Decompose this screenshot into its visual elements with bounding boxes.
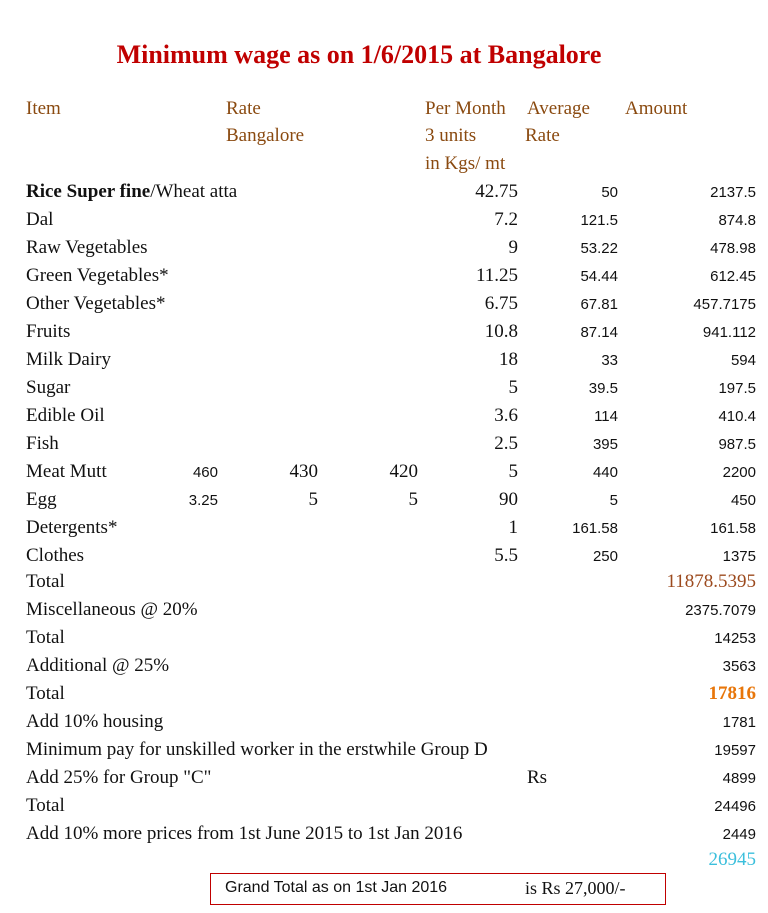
summary-amount: 2375.7079	[685, 602, 756, 619]
summary-label: Add 25% for Group "C"	[26, 767, 212, 788]
summary-amount: 17816	[708, 683, 756, 704]
table-row	[0, 489, 768, 517]
summary-label: Minimum pay for unskilled worker in the erstwhile Group D	[26, 739, 488, 760]
header-unit-measure: in Kgs/ mt	[425, 153, 506, 174]
summary-row	[0, 739, 768, 767]
item-label: Egg	[26, 489, 57, 510]
summary-label: Miscellaneous @ 20%	[26, 599, 198, 620]
item-rate: 39.5	[588, 380, 618, 397]
grand-total-label: Grand Total as on 1st Jan 2016	[225, 879, 448, 896]
table-row	[0, 545, 768, 573]
item-quantity: 2.5	[494, 433, 518, 454]
item-rate: 54.44	[580, 268, 618, 285]
summary-amount: 14253	[714, 630, 756, 647]
item-label: Raw Vegetables	[26, 237, 148, 258]
item-quantity: 3.6	[494, 405, 518, 426]
summary-row	[0, 571, 768, 599]
item-label	[26, 181, 237, 203]
header-item: Item	[26, 98, 61, 119]
summary-label: Add 10% more prices from 1st June 2015 to 1st Jan 2016	[26, 823, 463, 844]
summary-amount: 24496	[714, 798, 756, 815]
summary-label: Total	[26, 795, 65, 816]
item-label: Green Vegetables*	[26, 265, 169, 286]
table-row	[0, 349, 768, 377]
item-rate-3: 5	[408, 489, 418, 510]
item-amount: 457.7175	[693, 296, 756, 313]
final-amount: 26945	[708, 849, 756, 870]
item-quantity: 5	[508, 461, 518, 482]
item-quantity: 90	[499, 489, 518, 510]
item-rate: 5	[609, 492, 618, 509]
item-rate: 114	[594, 408, 618, 425]
item-rate: 121.5	[580, 212, 618, 229]
item-amount: 2137.5	[710, 184, 756, 201]
item-amount: 941.112	[702, 324, 756, 341]
summary-amount: 2449	[722, 826, 756, 843]
summary-label: Additional @ 25%	[26, 655, 170, 676]
table-row	[0, 461, 768, 489]
summary-amount: 19597	[714, 742, 756, 759]
table-row	[0, 265, 768, 293]
item-amount: 450	[730, 492, 756, 509]
item-rate: 440	[592, 464, 618, 481]
item-quantity: 6.75	[484, 293, 518, 314]
table-row	[0, 321, 768, 349]
item-rate: 395	[592, 436, 618, 453]
item-amount: 612.45	[710, 268, 756, 285]
item-label: Fruits	[26, 321, 71, 342]
summary-label: Total	[26, 571, 65, 592]
item-quantity: 10.8	[484, 321, 518, 342]
item-amount: 197.5	[718, 380, 756, 397]
summary-row	[0, 767, 768, 795]
item-rate-3: 420	[389, 461, 418, 482]
item-quantity: 11.25	[475, 265, 518, 286]
item-amount: 1375	[722, 548, 756, 565]
item-rate: 250	[592, 548, 618, 565]
item-label: Meat Mutt	[26, 461, 107, 482]
item-label: Detergents*	[26, 517, 118, 538]
table-row	[0, 405, 768, 433]
table-row	[0, 377, 768, 405]
summary-row	[0, 795, 768, 823]
item-amount: 161.58	[710, 520, 756, 537]
grand-total-box	[210, 873, 666, 905]
header-rate: Rate	[226, 98, 261, 119]
summary-row	[0, 711, 768, 739]
item-amount: 594	[730, 352, 756, 369]
summary-note: Rs	[527, 767, 548, 788]
item-rate: 33	[601, 352, 618, 369]
item-label: Dal	[26, 209, 54, 230]
summary-row	[0, 823, 768, 851]
item-rate-1: 460	[192, 464, 218, 481]
header-average-rate: Rate	[525, 125, 560, 146]
header-amount: Amount	[625, 98, 688, 119]
header-average: Average	[527, 98, 590, 119]
item-rate: 161.58	[572, 520, 618, 537]
summary-row	[0, 683, 768, 711]
summary-amount: 3563	[722, 658, 756, 675]
item-label-bold: Rice Super fine	[26, 181, 151, 202]
item-label: Clothes	[26, 545, 85, 566]
item-label: Edible Oil	[26, 405, 105, 426]
item-label: Sugar	[26, 377, 71, 398]
item-rate: 53.22	[580, 240, 618, 257]
summary-label: Add 10% housing	[26, 711, 164, 732]
item-amount: 410.4	[718, 408, 756, 425]
table-row	[0, 237, 768, 265]
item-quantity: 5.5	[494, 545, 518, 566]
item-label-rest: /Wheat atta	[150, 181, 238, 202]
item-rate-1: 3.25	[188, 492, 218, 509]
item-rate: 50	[601, 184, 618, 201]
item-quantity: 5	[508, 377, 518, 398]
item-amount: 2200	[722, 464, 756, 481]
header-units: 3 units	[425, 125, 477, 146]
item-amount: 987.5	[718, 436, 756, 453]
item-rate: 67.81	[580, 296, 618, 313]
table-row	[0, 433, 768, 461]
item-label: Milk Dairy	[26, 349, 111, 370]
summary-label: Total	[26, 627, 65, 648]
item-rate-2: 430	[289, 461, 318, 482]
summary-row	[0, 599, 768, 627]
summary-amount: 4899	[722, 770, 756, 787]
grand-total-value: is Rs 27,000/-	[525, 878, 626, 898]
summary-amount: 11878.5395	[666, 571, 756, 592]
header-per-month: Per Month	[425, 98, 506, 119]
table-row-rice	[0, 181, 768, 209]
item-quantity: 9	[508, 237, 518, 258]
item-amount: 478.98	[710, 240, 756, 257]
summary-row	[0, 655, 768, 683]
header-rate-location: Bangalore	[226, 125, 305, 146]
item-quantity: 7.2	[494, 209, 518, 230]
summary-row	[0, 627, 768, 655]
item-rate: 87.14	[580, 324, 618, 341]
item-rate-2: 5	[308, 489, 318, 510]
item-quantity: 18	[499, 349, 518, 370]
table-row	[0, 517, 768, 545]
item-amount: 874.8	[718, 212, 756, 229]
summary-label: Total	[26, 683, 65, 704]
item-quantity: 1	[508, 517, 518, 538]
table-row	[0, 293, 768, 321]
page-title: Minimum wage as on 1/6/2015 at Bangalore	[116, 40, 602, 69]
item-label: Other Vegetables*	[26, 293, 166, 314]
item-label: Fish	[26, 433, 59, 454]
summary-amount: 1781	[722, 714, 756, 731]
item-quantity: 42.75	[475, 181, 518, 202]
table-row	[0, 209, 768, 237]
